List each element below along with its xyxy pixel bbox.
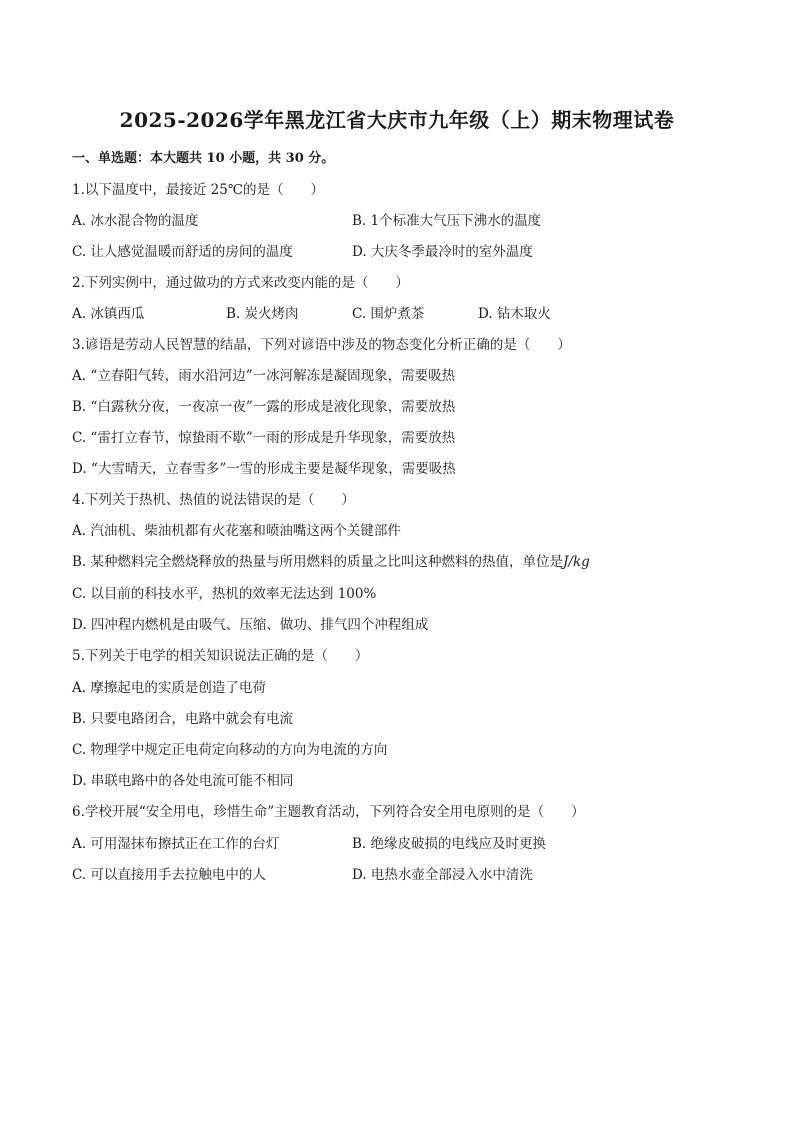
question-2-option-b: B. 炭火烤肉 [226,306,299,322]
question-1-option-c: C. 让人感觉温暖而舒适的房间的温度 [72,244,293,260]
question-1-stem: 1.以下温度中，最接近 25℃的是（ ） [72,182,324,198]
question-6-stem: 6.学校开展“安全用电，珍惜生命”主题教育活动，下列符合安全用电原则的是（ ） [72,804,585,820]
question-4-option-a: A. 汽油机、柴油机都有火花塞和喷油嘴这两个关键部件 [72,523,401,539]
question-5-option-d: D. 串联电路中的各处电流可能不相同 [72,773,294,789]
question-4-option-b [72,550,590,570]
question-6-option-a: A. 可用湿抹布擦拭正在工作的台灯 [72,836,280,852]
question-1-option-a: A. 冰水混合物的温度 [72,213,199,229]
question-5-stem: 5.下列关于电学的相关知识说法正确的是（ ） [72,648,369,664]
page-title: 2025-2026学年黑龙江省大庆市九年级（上）期末物理试卷 [119,108,675,132]
question-4-stem: 4.下列关于热机、热值的说法错误的是（ ） [72,492,355,508]
question-3-option-a: A. “立春阳气转，雨水沿河边”一冰河解冻是凝固现象，需要吸热 [72,368,456,384]
question-3-option-d: D. “大雪晴天，立春雪多”一雪的形成主要是凝华现象，需要吸热 [72,461,456,477]
question-2-option-a: A. 冰镇西瓜 [72,306,145,322]
question-3-option-c: C. “雷打立春节，惊蛰雨不歇”一雨的形成是升华现象，需要放热 [72,430,456,446]
question-6-option-d: D. 电热水壶全部浸入水中清洗 [352,867,533,883]
question-1-option-d: D. 大庆冬季最冷时的室外温度 [352,244,533,260]
question-3-option-b: B. “白露秋分夜，一夜凉一夜”一露的形成是液化现象，需要放热 [72,399,456,415]
question-2-option-c: C. 围炉煮茶 [352,306,425,322]
question-5-option-b: B. 只要电路闭合，电路中就会有电流 [72,711,294,727]
question-4-option-b-text: B. 某种燃料完全燃烧释放的热量与所用燃料的质量之比叫这种燃料的热值，单位是 [72,554,564,570]
question-2-stem: 2.下列实例中，通过做功的方式来改变内能的是（ ） [72,275,409,291]
question-6-option-b: B. 绝缘皮破损的电线应及时更换 [352,836,547,852]
question-4-option-d: D. 四冲程内燃机是由吸气、压缩、做功、排气四个冲程组成 [72,617,429,633]
question-3-stem: 3.谚语是劳动人民智慧的结晶，下列对谚语中涉及的物态变化分析正确的是（ ） [72,337,571,353]
section-heading: 一、单选题：本大题共 10 小题，共 30 分。 [72,151,335,166]
question-6-option-c: C. 可以直接用手去拉触电中的人 [72,867,266,883]
question-5-option-c: C. 物理学中规定正电荷定向移动的方向为电流的方向 [72,742,388,758]
question-2-option-d: D. 钻木取火 [478,306,551,322]
question-4-option-b-unit: J/kg [563,554,590,570]
question-5-option-a: A. 摩擦起电的实质是创造了电荷 [72,680,266,696]
question-1-option-b: B. 1个标准大气压下沸水的温度 [352,213,542,229]
question-4-option-c: C. 以目前的科技水平，热机的效率无法达到 100% [72,586,377,602]
